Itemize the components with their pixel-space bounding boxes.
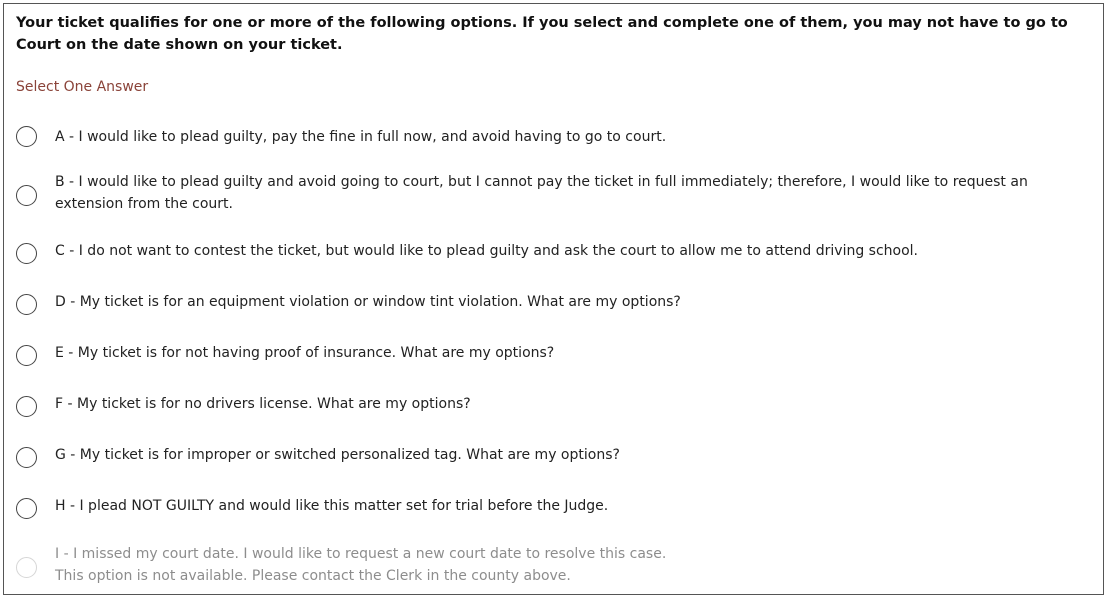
option-c[interactable] xyxy=(16,240,1101,262)
option-h-label[interactable]: H - I plead NOT GUILTY and would like this matter set for trial before the Judge. xyxy=(55,498,609,514)
option-h-radio[interactable] xyxy=(16,498,37,519)
option-g[interactable] xyxy=(16,444,1101,466)
option-b-label[interactable]: B - I would like to plead guilty and avoid going to court, but I cannot pay the ticket in full immediately; therefore, I would like to request an extension from the court. xyxy=(55,174,1028,212)
option-d-label[interactable]: D - My ticket is for an equipment violation or window tint violation. What are my options? xyxy=(55,294,681,310)
option-a[interactable] xyxy=(16,126,1101,148)
option-c-radio[interactable] xyxy=(16,243,37,264)
option-f-radio[interactable] xyxy=(16,396,37,417)
option-i-text: I - I missed my court date. I would like to request a new court date to resolve this case. xyxy=(55,546,667,562)
option-d[interactable] xyxy=(16,291,1101,313)
option-f-label[interactable]: F - My ticket is for no drivers license. What are my options? xyxy=(55,396,471,412)
option-b-radio[interactable] xyxy=(16,185,37,206)
option-e-radio[interactable] xyxy=(16,345,37,366)
option-h[interactable] xyxy=(16,495,1101,517)
option-c-label[interactable]: C - I do not want to contest the ticket, but would like to plead guilty and ask the court to allow me to attend driving school. xyxy=(55,243,919,259)
option-i-radio-disabled xyxy=(16,557,37,578)
option-g-radio[interactable] xyxy=(16,447,37,468)
select-one-answer-label: Select One Answer xyxy=(16,79,149,95)
option-i-label xyxy=(55,543,1100,587)
options-panel xyxy=(3,3,1104,595)
option-f[interactable] xyxy=(16,393,1101,415)
option-b[interactable] xyxy=(16,171,1101,215)
option-e-label[interactable]: E - My ticket is for not having proof of insurance. What are my options? xyxy=(55,345,555,361)
instructions-heading: Your ticket qualifies for one or more of the following options. If you select and complete one of them, you may not have to go to Court on the date shown on your ticket. xyxy=(16,15,1068,53)
option-a-radio[interactable] xyxy=(16,126,37,147)
option-i-disabled xyxy=(16,543,1101,587)
option-g-label[interactable]: G - My ticket is for improper or switched personalized tag. What are my options? xyxy=(55,447,620,463)
option-i-unavailable-note: This option is not available. Please contact the Clerk in the county above. xyxy=(55,568,571,584)
option-a-label[interactable]: A - I would like to plead guilty, pay the fine in full now, and avoid having to go to court. xyxy=(55,129,667,145)
option-d-radio[interactable] xyxy=(16,294,37,315)
option-e[interactable] xyxy=(16,342,1101,364)
